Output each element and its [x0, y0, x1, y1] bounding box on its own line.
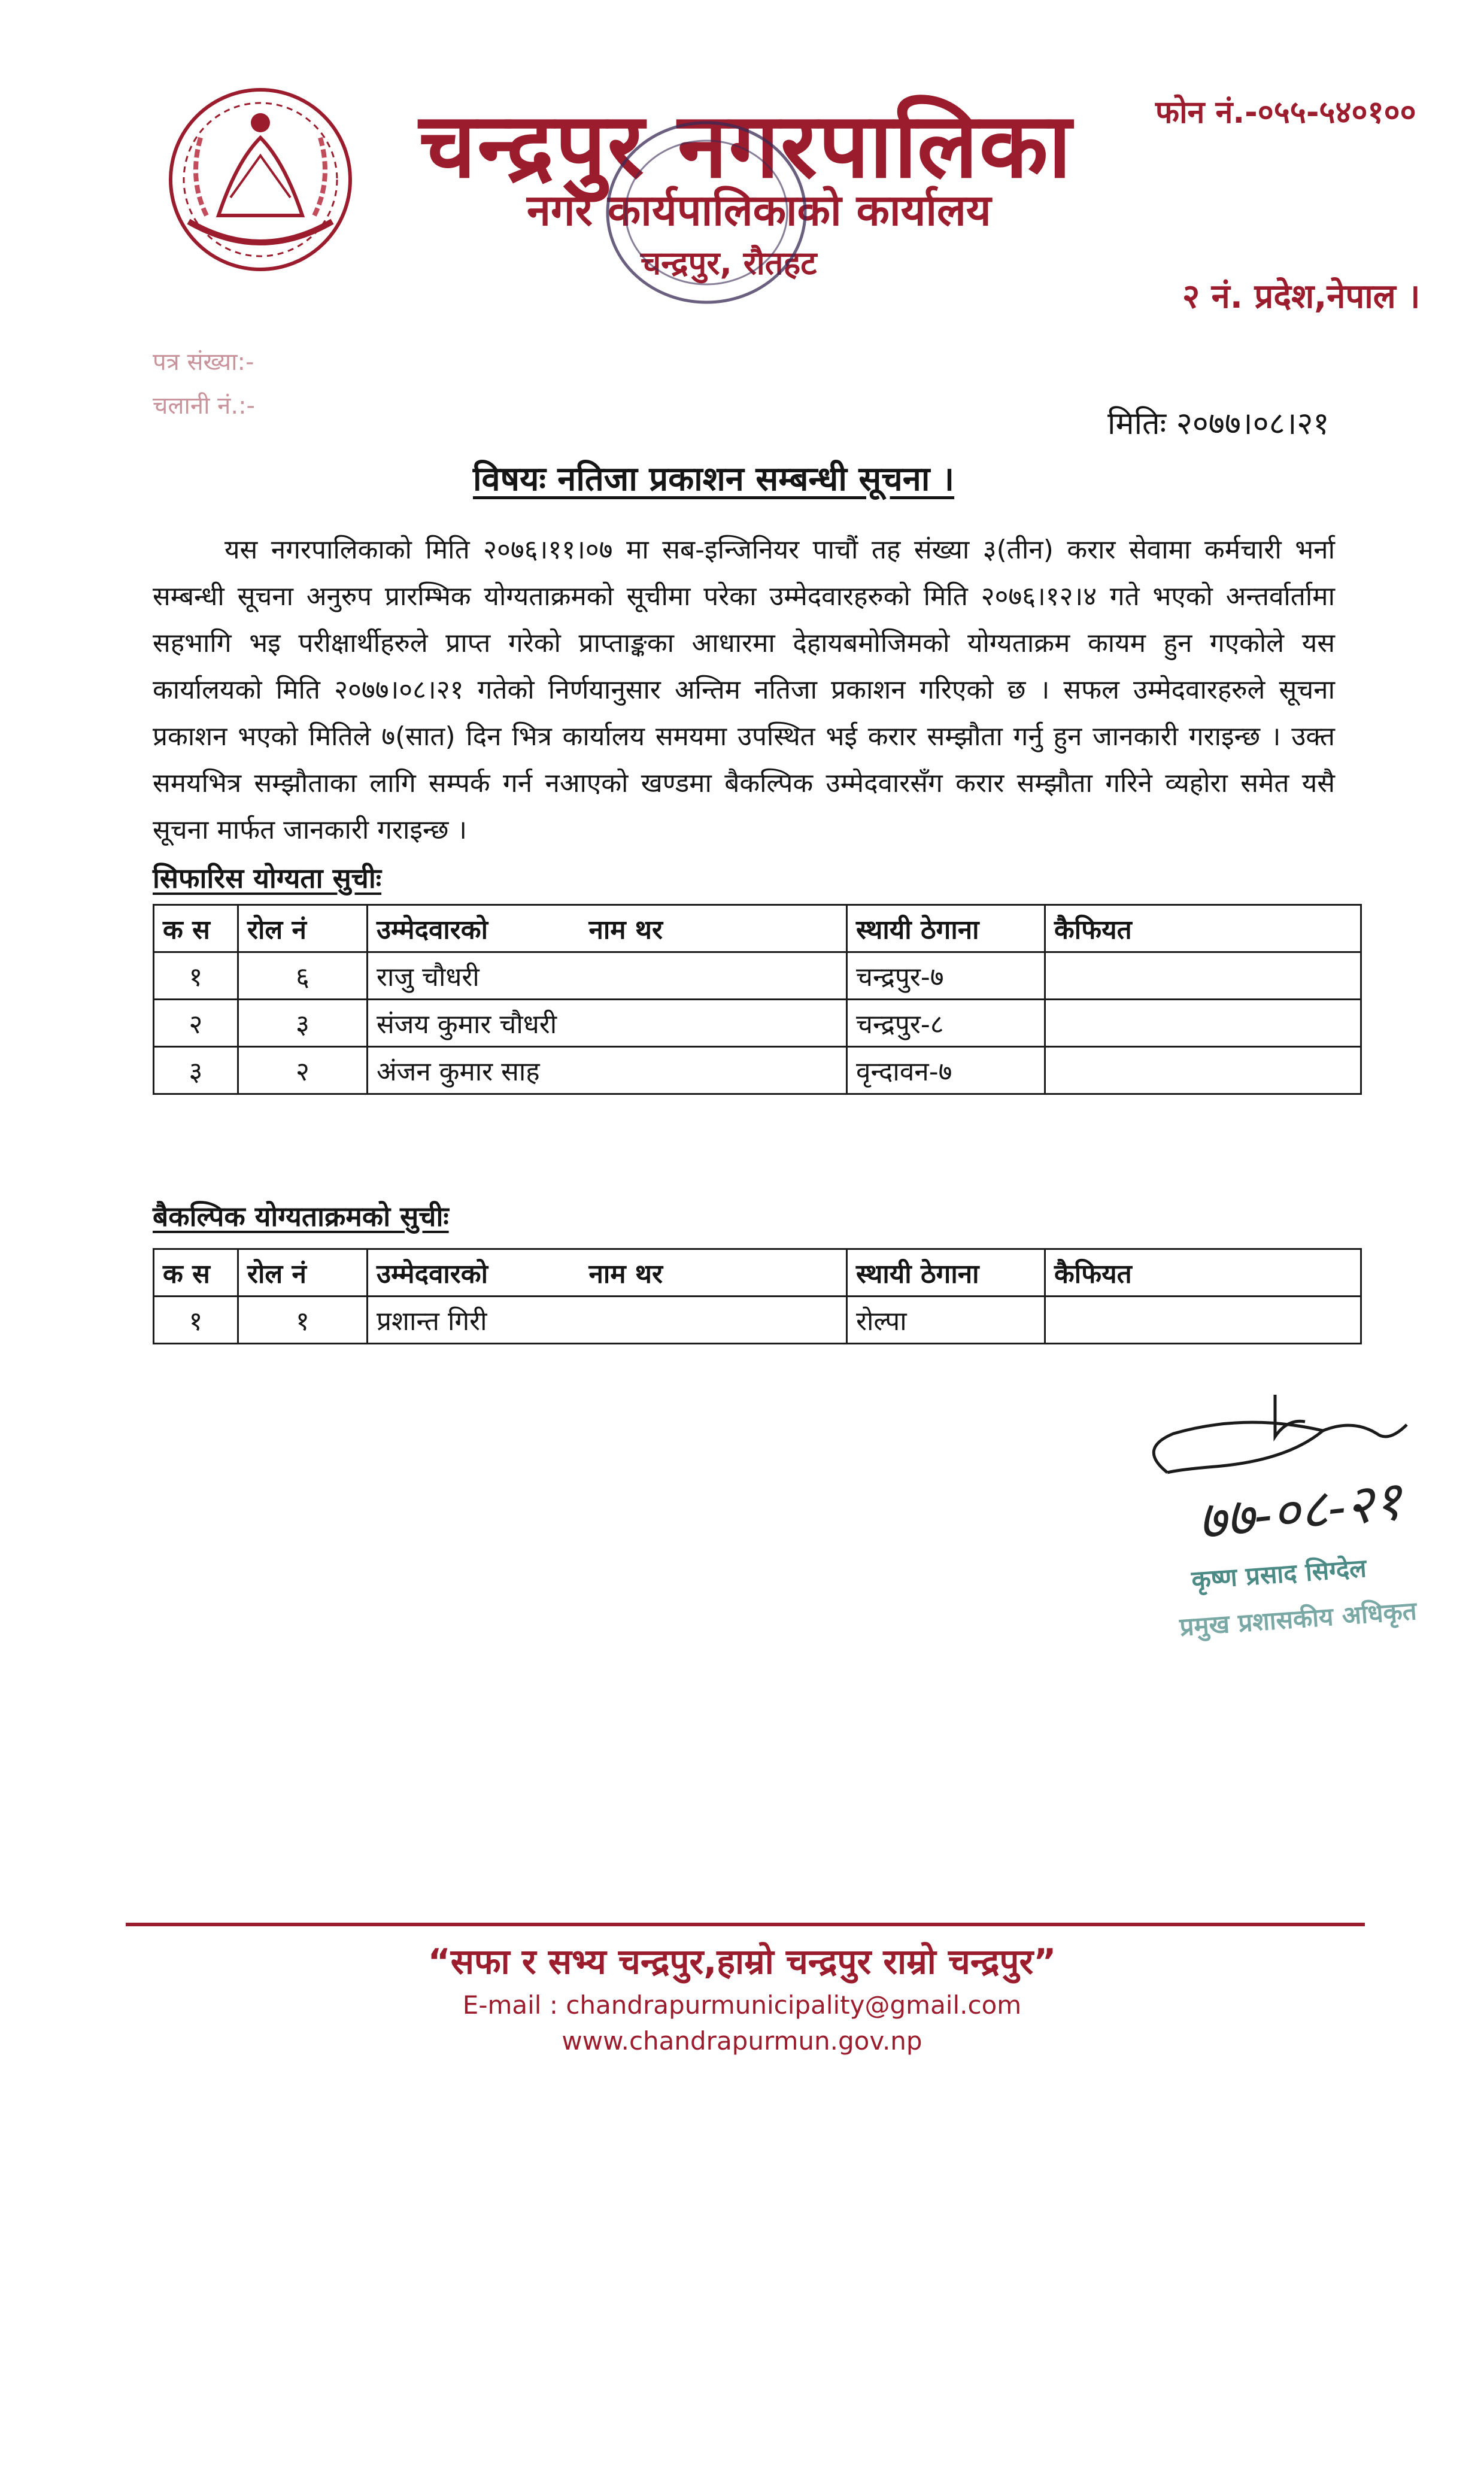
notice-date: मितिः २०७७।०८।२१ — [1107, 406, 1330, 442]
alternate-list-title: बैकल्पिक योग्यताक्रमको सुचीः — [153, 1200, 449, 1233]
cell-candidate-name: राजु चौधरी — [368, 952, 847, 1000]
table-header-row — [154, 905, 1361, 952]
letter-number-label: पत्र संख्या:- — [153, 348, 254, 376]
cell-serial: ३ — [154, 1047, 238, 1094]
cell-remarks — [1045, 1297, 1361, 1344]
signatory-designation: प्रमुख प्रशासकीय अधिकृत — [1178, 1596, 1418, 1642]
cell-address: चन्द्रपुर-८ — [847, 1000, 1045, 1047]
cell-roll-no: ६ — [238, 952, 368, 1000]
signatory-name: कृष्ण प्रसाद सिग्देल — [1190, 1553, 1368, 1595]
alternate-list-table — [153, 1248, 1362, 1344]
cell-roll-no: २ — [238, 1047, 368, 1094]
dispatch-number-label: चलानी नं.:- — [153, 392, 255, 420]
cell-serial: २ — [154, 1000, 238, 1047]
cell-roll-no: ३ — [238, 1000, 368, 1047]
recommended-list-table — [153, 904, 1362, 1095]
cell-candidate-name: प्रशान्त गिरी — [368, 1297, 847, 1344]
header-candidate-name: उम्मेदवारको नाम थर — [368, 1249, 847, 1297]
recommended-list-title: सिफारिस योग्यता सुचीः — [153, 862, 382, 894]
footer-slogan: “सफा र सभ्य चन्द्रपुर,हाम्रो चन्द्रपुर राम्रो चन्द्रपुर” — [427, 1941, 1057, 1982]
cell-address: चन्द्रपुर-७ — [847, 952, 1045, 1000]
municipality-title: चन्द्रपुर नगरपालिका — [419, 94, 1073, 198]
office-subtitle: नगर कार्यपालिकाको कार्यालय — [527, 185, 991, 235]
header-serial: क स — [154, 905, 238, 952]
header-roll-no: रोल नं — [238, 905, 368, 952]
cell-address: रोल्पा — [847, 1297, 1045, 1344]
cell-remarks — [1045, 952, 1361, 1000]
phone-number: फोन नं.-०५५-५४०१०० — [1155, 95, 1416, 130]
header-permanent-address: स्थायी ठेगाना — [847, 905, 1045, 952]
office-stamp-seal — [599, 114, 814, 311]
table-row — [154, 1297, 1361, 1344]
header-remarks: कैफियत — [1045, 1249, 1361, 1297]
cell-serial: १ — [154, 952, 238, 1000]
footer-email: E-mail : chandrapurmunicipality@gmail.com — [462, 1990, 1022, 2020]
notice-body: यस नगरपालिकाको मिति २०७६।११।०७ मा सब-इन्जिनियर पाचौं तह संख्या ३(तीन) करार सेवामा कर्मचारी भर्ना सम्बन्धी सूचना अनुरुप प्रारम्भिक योग्यताक्रमको सूचीमा परेका उम्मेदवारहरुको मिति २०७६।१२।४ गते भएको अन्तर्वार्तामा सहभागि भइ परीक्षार्थीहरुले प्राप्त गरेको प्राप्ताङ्कका आधारमा देहायबमोजिमको योग्यताक्रम कायम हुन गएकोले यस कार्यालयको मिति २०७७।०८।२१ गतेको निर्णयानुसार अन्तिम नतिजा प्रकाशन गरिएको छ । सफल उम्मेदवारहरुले सूचना प्रकाशन भएको मितिले ७(सात) दिन भित्र कार्यालय समयमा उपस्थित भई करार सम्झौता गर्नु हुन जानकारी गराइन्छ । उक्त समयभित्र सम्झौताका लागि सम्पर्क गर्न नआएको खण्डमा बैकल्पिक उम्मेदवारसँग करार सम्झौता गरिने व्यहोरा समेत यसै सूचना मार्फत जानकारी गराइन्छ । — [153, 535, 1335, 845]
office-address: चन्द्रपुर, रौतहट — [641, 244, 817, 282]
province-label: २ नं. प्रदेश,नेपाल । — [1182, 277, 1421, 316]
cell-remarks — [1045, 1000, 1361, 1047]
footer-divider — [126, 1923, 1365, 1926]
notice-subject: विषयः नतिजा प्रकाशन सम्बन्धी सूचना । — [473, 460, 955, 499]
header-candidate-name: उम्मेदवारको नाम थर — [368, 905, 847, 952]
header-roll-no: रोल नं — [238, 1249, 368, 1297]
signature-date: ७७-०८-२१ — [1194, 1469, 1405, 1553]
table-row — [154, 1047, 1361, 1094]
cell-address: वृन्दावन-७ — [847, 1047, 1045, 1094]
header-remarks: कैफियत — [1045, 905, 1361, 952]
cell-candidate-name: अंजन कुमार साह — [368, 1047, 847, 1094]
table-row — [154, 952, 1361, 1000]
footer-website: www.chandrapurmun.gov.np — [562, 2026, 922, 2056]
nepal-emblem-logo — [153, 66, 368, 299]
cell-remarks — [1045, 1047, 1361, 1094]
cell-serial: १ — [154, 1297, 238, 1344]
table-header-row — [154, 1249, 1361, 1297]
table-row — [154, 1000, 1361, 1047]
cell-candidate-name: संजय कुमार चौधरी — [368, 1000, 847, 1047]
cell-roll-no: १ — [238, 1297, 368, 1344]
header-permanent-address: स्थायी ठेगाना — [847, 1249, 1045, 1297]
header-serial: क स — [154, 1249, 238, 1297]
